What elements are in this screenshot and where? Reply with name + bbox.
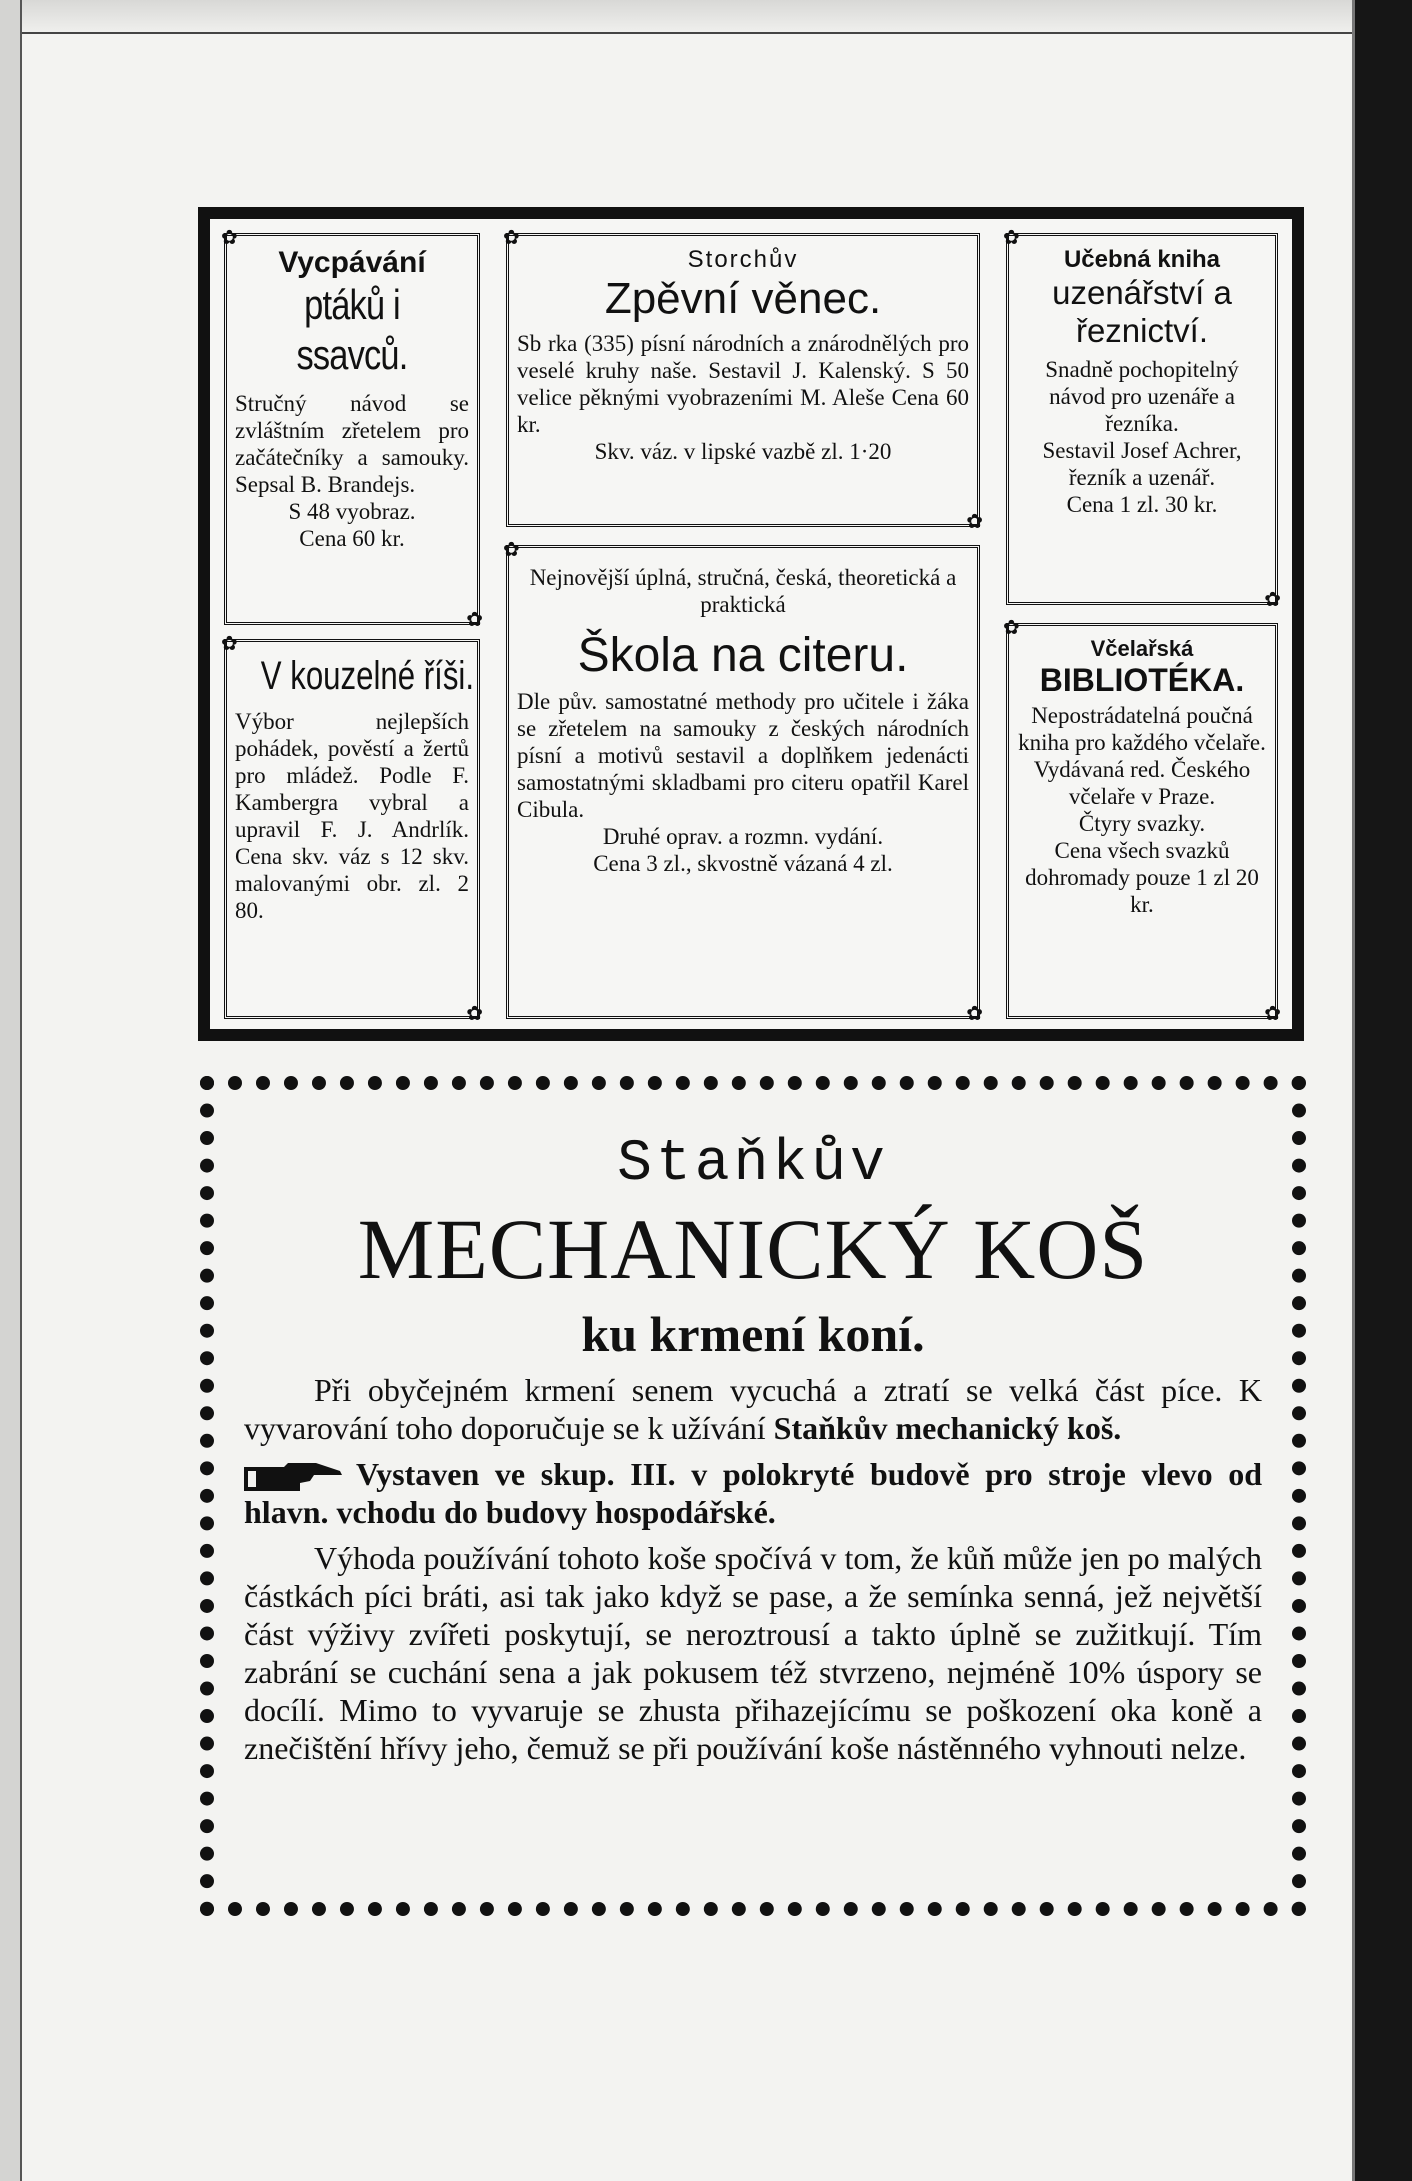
ad-cell-magic-realm <box>224 639 480 1019</box>
page-edge-right <box>1355 0 1412 2181</box>
ad-cell-song-wreath <box>506 233 980 527</box>
ad-beekeeping-publisher: Vydávaná red. Českého včelaře v Praze. <box>1033 757 1251 809</box>
ad-zither-intro: ✿ Nejnovější úplná, stručná, česká, theoretická a praktická <box>529 565 957 617</box>
ad-zither-edition: Druhé oprav. a rozmn. vydání. <box>602 824 884 849</box>
page-edge-top <box>0 0 1412 34</box>
ad-cell-taxidermy <box>224 233 480 625</box>
ad-beekeeping-title2: BIBLIOTÉKA. <box>1039 662 1245 698</box>
ad-butchery-title1: ✿ Učebná kniha <box>1063 246 1221 273</box>
ad-cell-butchery <box>1006 233 1278 605</box>
ad-magic-realm-body: Výbor nejlepších pohádek, pověstí a žertů pro mládež. Podle F. Kambergra vybral a upravil F. J. Andrlík. Cena skv. váz s 12 skv. malovanými obr. zl. 2 80. <box>235 709 469 923</box>
ad-beekeeping-body: Nepostrádatelná poučná kniha pro každého včelaře. <box>1018 703 1266 755</box>
ad-zither-title: Škola na citeru. <box>577 629 909 682</box>
ad-song-wreath-pre: ✿ Storchův <box>687 246 799 273</box>
ad-song-wreath-body: Sb rka (335) písní národních a znárodnělých pro veselé kruhy naše. Sestavil J. Kalenský. S 50 velice pěknými vyobrazeními M. Aleše Cena 60 kr. <box>517 331 969 437</box>
ad-magic-realm-title: ✿ V kouzelné říši. <box>260 654 475 698</box>
basket-ad-paragraph-1 <box>244 1371 1262 1447</box>
ad-zither-body: Dle pův. samostatné methody pro učitele i žáka se zřetelem na samouky z českých národních písní a motivů sestavil a doplňkem jedenácti samostatnými skladbami pro citeru opatřil Karel Cibula. <box>517 689 969 822</box>
ad-taxidermy-price: Cena 60 kr. <box>299 526 405 551</box>
ad-taxidermy-body: Stručný návod se zvláštním zřetelem pro začátečníky a samouky. Sepsal B. Brandejs. <box>235 391 469 497</box>
basket-ad-exhibit <box>244 1455 1262 1531</box>
basket-ad-subtitle: ku krmení koní. <box>581 1306 925 1362</box>
ad-cell-zither-school <box>506 545 980 1019</box>
ad-beekeeping-title1: ✿ Včelařská <box>1090 636 1194 661</box>
ad-cell-beekeeping <box>1006 623 1278 1019</box>
ad-butchery-title2: uzenářství a řeznictví. <box>1052 274 1232 349</box>
ad-song-wreath-bound: Skv. váz. v lipské vazbě zl. 1·20 <box>594 439 892 464</box>
pointing-hand-icon <box>244 1467 344 1489</box>
basket-ad-paragraph-2: Výhoda používání tohoto koše spočívá v tom, že kůň může jen po malých částkách píci bráti, asi tak jako když se pase, a že semínka senná, jež největší část výživy zvířeti poskytují, se neroztrousí a takto úplně se zužitkují. Tím zabrání se cuchání sena a jak pokusem též stvrzeno, nejméně 10% úspory se docílí. Mimo to vyvaruje se zhusta přihazejícímu se poškození oka koně a znečištění hřívy jeho, čemuž se při používání koše nástěnného vyhnouti nelze. <box>244 1540 1262 1766</box>
ad-song-wreath-title: Zpěvní věnec. <box>604 274 882 323</box>
basket-ad-product: MECHANICKÝ KOŠ <box>357 1201 1149 1297</box>
ad-zither-price: Cena 3 zl., skvostně vázaná 4 zl. <box>593 851 893 876</box>
ad-butchery-author: Sestavil Josef Achrer, řezník a uzenář. <box>1042 438 1242 490</box>
basket-ad <box>200 1076 1306 1916</box>
basket-ad-paragraph-1-bold: Staňkův mechanický koš. <box>773 1410 1122 1446</box>
ad-beekeeping-volumes: Čtyry svazky. <box>1078 811 1206 836</box>
page-edge-left <box>0 0 22 2181</box>
basket-ad-brand: Staňkův <box>617 1132 889 1197</box>
ad-butchery-body: Snadně pochopitelný návod pro uzenáře a řezníka. <box>1045 357 1239 436</box>
basket-ad-exhibit-text: Vystaven ve skup. III. v polokryté budově pro stroje vlevo od hlavn. vchodu do budovy hospodářské. <box>244 1456 1262 1530</box>
ad-taxidermy-title1: ✿ Vycpávání <box>278 246 426 279</box>
book-ads-grid-inner <box>210 219 1292 1029</box>
basket-ad-inner <box>240 1110 1266 1882</box>
ad-butchery-price: Cena 1 zl. 30 kr. <box>1066 492 1218 517</box>
ad-taxidermy-title2: ptáků i ssavců. <box>296 281 408 378</box>
book-ads-grid <box>198 207 1304 1041</box>
ad-taxidermy-figures: S 48 vyobraz. <box>288 499 416 524</box>
basket-ad-paragraph-1-text: Při obyčejném krmení senem vycuchá a ztratí se velká část píce. K vyvarování toho doporučuje se k užívání <box>244 1372 1262 1446</box>
ad-beekeeping-price: Cena všech svazků dohromady pouze 1 zl 20 kr. <box>1025 838 1259 917</box>
